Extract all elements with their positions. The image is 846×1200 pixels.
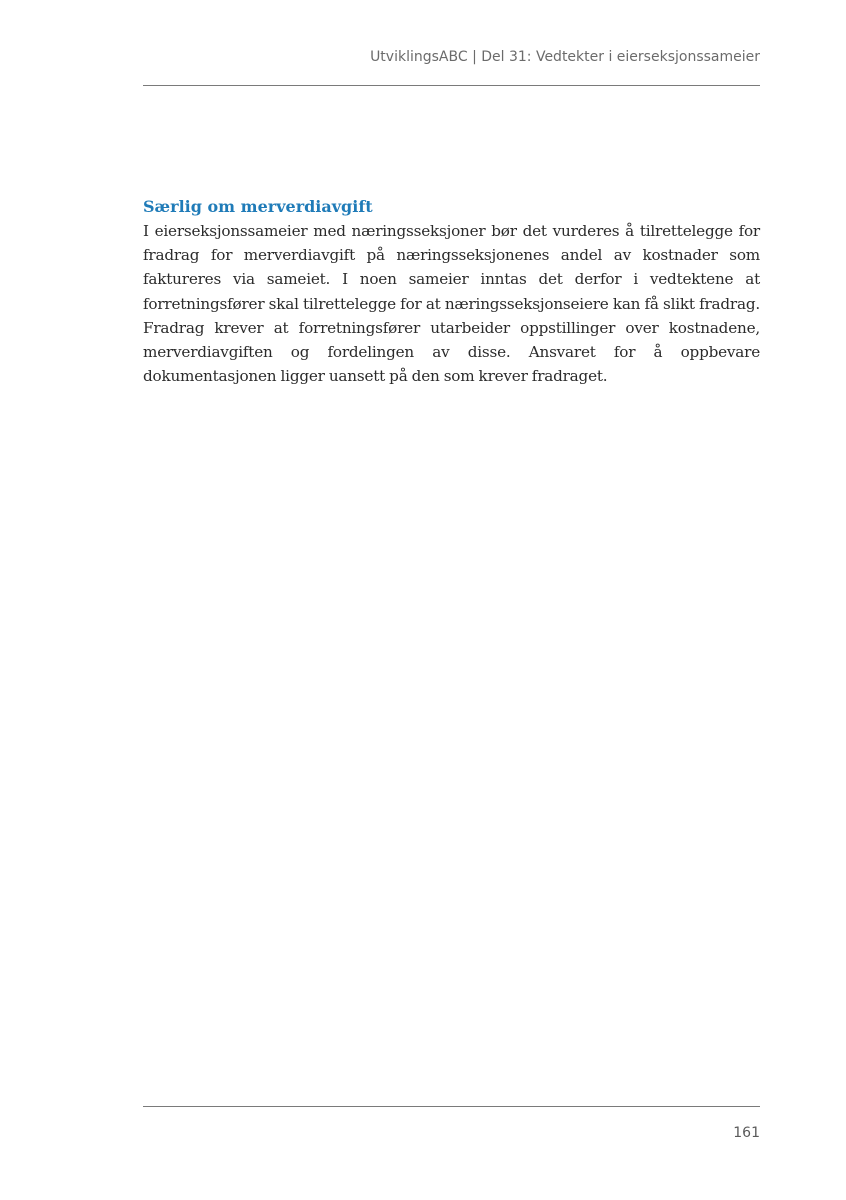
header-divider xyxy=(143,85,760,86)
body-paragraph: I eierseksjonssameier med næringsseksjoner bør det vurderes å tilrettelegge for fradrag for merverdiavgift på næringsseksjonenes andel av kostnader som faktureres via sameiet. I noen sameier inntas det derfor i vedtektene at forretningsfører skal tilrettelegge for at næringsseksjonseiere kan få slikt fradrag. Fradrag krever at forretningsfører utarbeider oppstillinger over kostnadene, merverdiavgiften og fordelingen av disse. Ansvaret for å oppbevare dokumentasjonen ligger uansett på den som krever fradraget. xyxy=(143,222,760,386)
section-heading: Særlig om merverdiavgift xyxy=(143,197,373,216)
footer-divider xyxy=(143,1106,760,1107)
page-number: 161 xyxy=(733,1125,760,1141)
running-header: UtviklingsABC | Del 31: Vedtekter i eierseksjonssameier xyxy=(370,49,760,65)
main-content xyxy=(143,195,760,388)
